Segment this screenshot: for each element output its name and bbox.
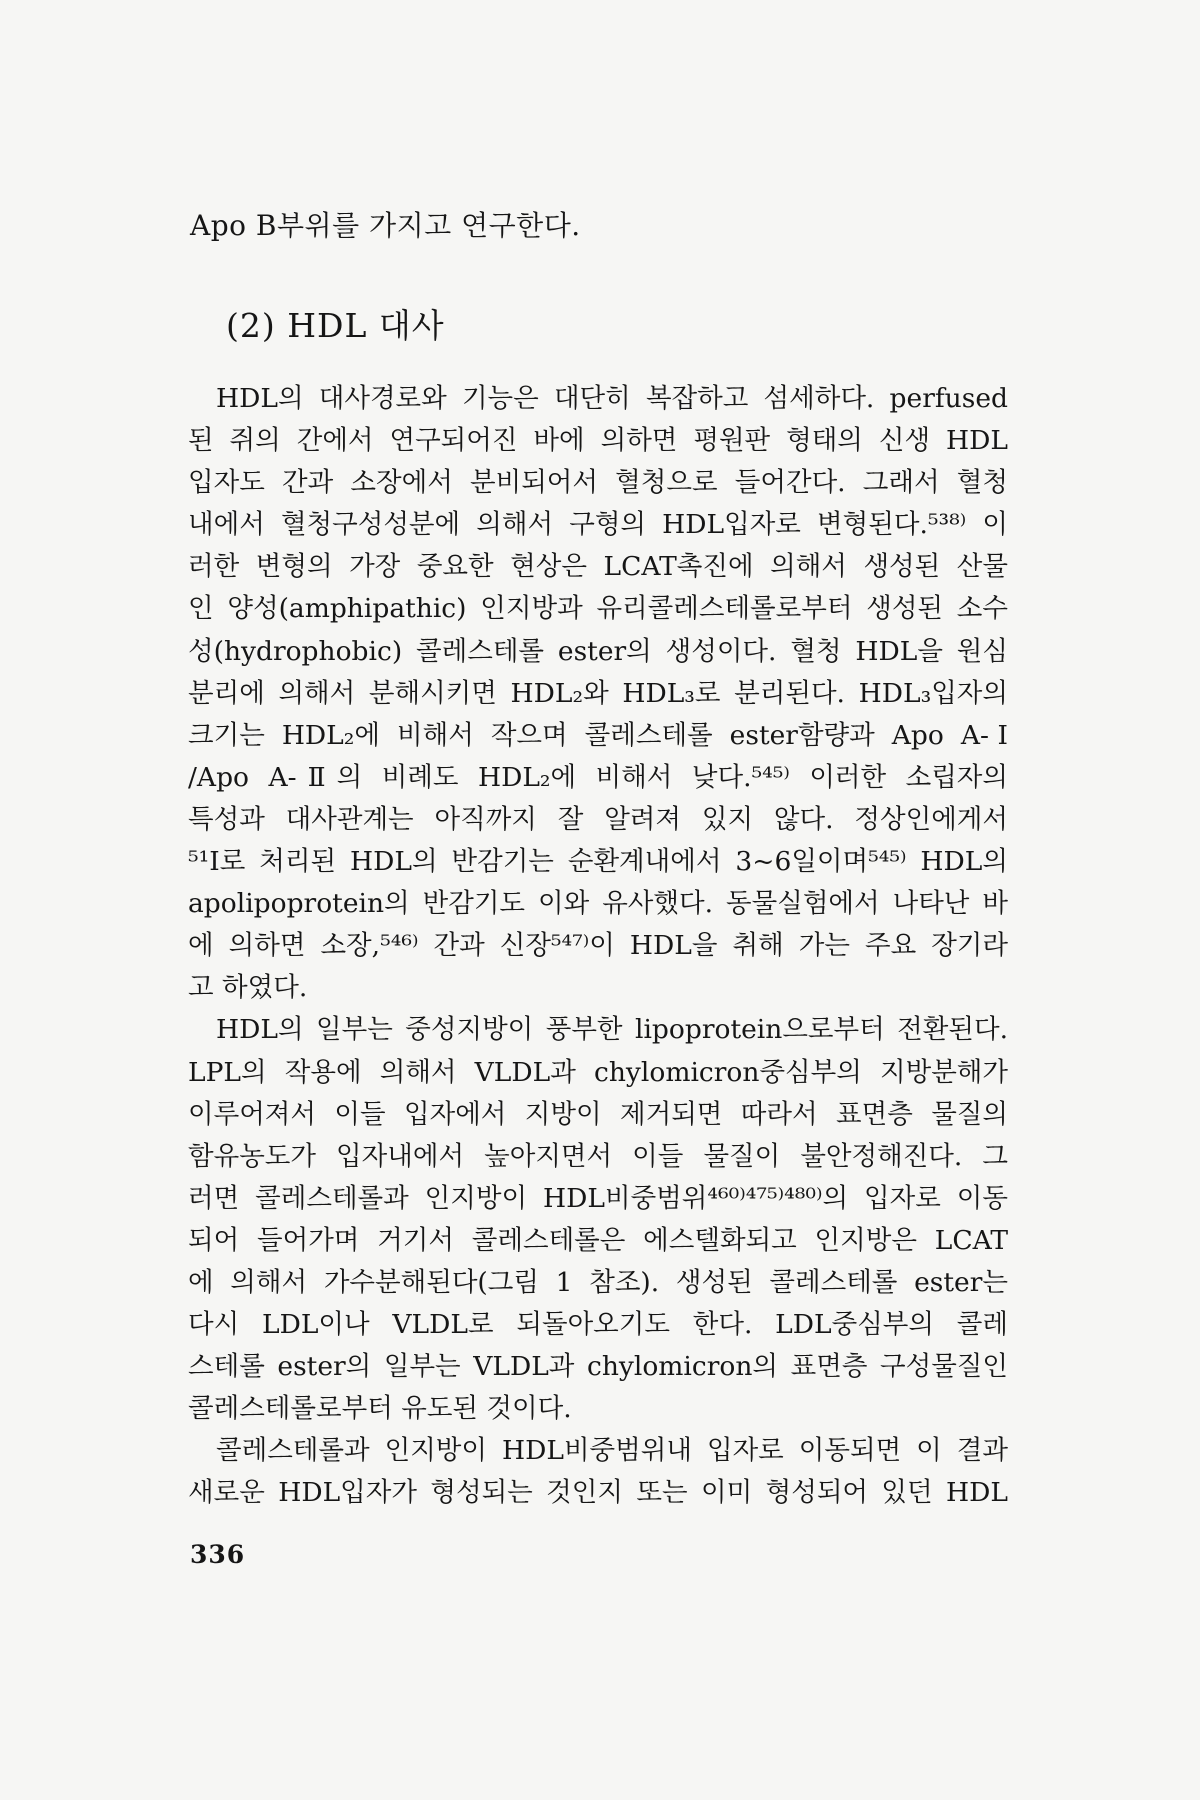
text-line: 이루어져서 이들 입자에서 지방이 제거되면 따라서 표면층 물질의 (188, 1098, 1008, 1130)
text-line: HDL의 일부는 중성지방이 풍부한 lipoprotein으로부터 전환된다. (216, 1014, 1008, 1046)
text-line: HDL의 대사경로와 기능은 대단히 복잡하고 섬세하다. perfused (216, 383, 1008, 414)
text-line: 고 하였다. (188, 972, 308, 1004)
text-line: 크기는 HDL₂에 비해서 작으며 콜레스테롤 ester함량과 Apo A-Ⅰ (188, 719, 1008, 751)
text-line: 내에서 혈청구성성분에 의해서 구형의 HDL입자로 변형된다.⁵³⁸⁾ 이 (188, 509, 1008, 541)
text-line: 되어 들어가며 거기서 콜레스테롤은 에스텔화되고 인지방은 LCAT (188, 1224, 1008, 1256)
text-line: 스테롤 ester의 일부는 VLDL과 chylomicron의 표면층 구성물질인 (188, 1351, 1008, 1383)
text-line: 분리에 의해서 분해시키면 HDL₂와 HDL₃로 분리된다. HDL₃입자의 (188, 677, 1008, 709)
text-line: 된 쥐의 간에서 연구되어진 바에 의하면 평원판 형태의 신생 HDL (188, 425, 1008, 457)
text-line: 다시 LDL이나 VLDL로 되돌아오기도 한다. LDL중심부의 콜레 (188, 1309, 1008, 1341)
text-line: 특성과 대사관계는 아직까지 잘 알려져 있지 않다. 정상인에게서 (188, 803, 1008, 835)
text-line: 콜레스테롤로부터 유도된 것이다. (188, 1393, 572, 1425)
text-line: 인 양성(amphipathic) 인지방과 유리콜레스테롤로부터 생성된 소수 (188, 593, 1008, 625)
continuation-line: Apo B부위를 가지고 연구한다. (190, 209, 581, 242)
text-line: 성(hydrophobic) 콜레스테롤 ester의 생성이다. 혈청 HDL을 원심 (188, 635, 1008, 667)
text-line: apolipoprotein의 반감기도 이와 유사했다. 동물실험에서 나타난 바 (188, 888, 1008, 920)
text-line: /Apo A-Ⅱ의 비례도 HDL₂에 비해서 낮다.⁵⁴⁵⁾ 이러한 소립자의 (188, 761, 1008, 793)
text-line: 콜레스테롤과 인지방이 HDL비중범위내 입자로 이동되면 이 결과 (216, 1435, 1008, 1467)
text-line: 러면 콜레스테롤과 인지방이 HDL비중범위⁴⁶⁰⁾⁴⁷⁵⁾⁴⁸⁰⁾의 입자로 이동 (188, 1182, 1008, 1214)
text-line: 입자도 간과 소장에서 분비되어서 혈청으로 들어간다. 그래서 혈청 (188, 467, 1008, 499)
section-heading: (2) HDL 대사 (226, 306, 445, 345)
text-line: 새로운 HDL입자가 형성되는 것인지 또는 이미 형성되어 있던 HDL (188, 1477, 1008, 1509)
text-line: 러한 변형의 가장 중요한 현상은 LCAT촉진에 의해서 생성된 산물 (188, 551, 1008, 583)
text-line: 함유농도가 입자내에서 높아지면서 이들 물질이 불안정해진다. 그 (188, 1140, 1008, 1172)
body-text (188, 378, 1008, 1515)
text-line: 에 의하면 소장,⁵⁴⁶⁾ 간과 신장⁵⁴⁷⁾이 HDL을 취해 가는 주요 장기라 (188, 930, 1008, 962)
text-line: LPL의 작용에 의해서 VLDL과 chylomicron중심부의 지방분해가 (188, 1056, 1008, 1088)
text-line: 에 의해서 가수분해된다(그림 1 참조). 생성된 콜레스테롤 ester는 (188, 1266, 1008, 1298)
text-line: ⁵¹I로 처리된 HDL의 반감기는 순환계내에서 3~6일이며⁵⁴⁵⁾ HDL의 (188, 846, 1008, 878)
page-number: 336 (190, 1540, 246, 1569)
